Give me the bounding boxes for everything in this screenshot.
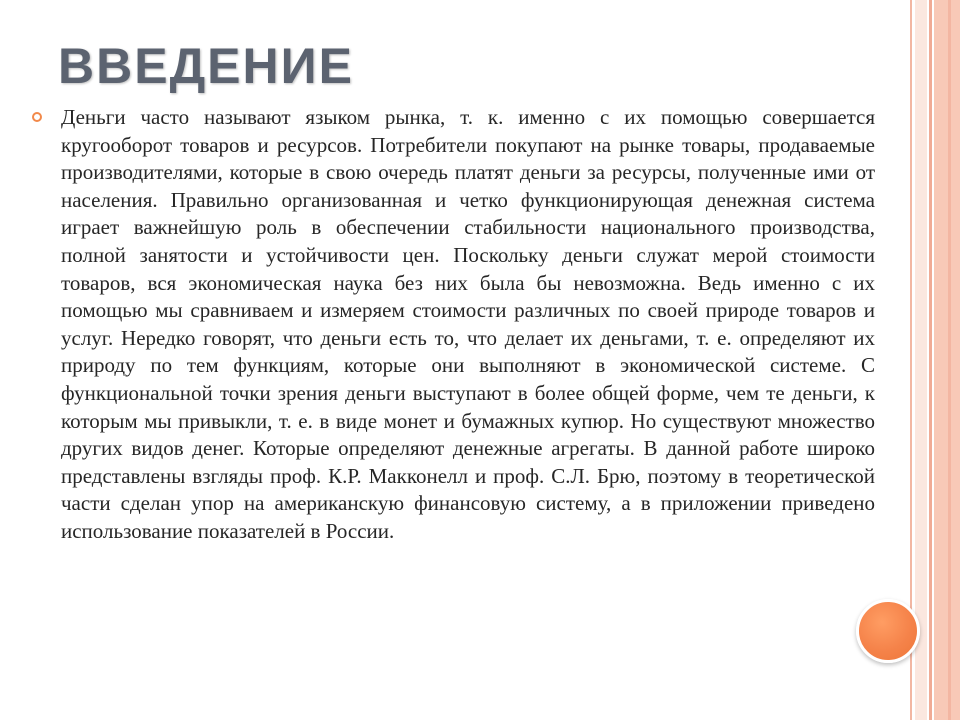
decor-stripe bbox=[934, 0, 960, 720]
slide-title: ВВЕДЕНИЕ bbox=[58, 38, 354, 94]
circle-bullet-icon bbox=[32, 112, 42, 122]
slide-content bbox=[30, 104, 875, 546]
decor-stripe bbox=[929, 0, 932, 720]
bullet-paragraph: Деньги часто называют языком рынка, т. к. именно с их помощью совершается кругооборот товаров и ресурсов. Потребители покупают на рынке товары, продаваемые производителями, которые в свою очередь платят деньги за ресурсы, полученные ими от населения. Правильно организованная и четко функционирующая денежная система играет важнейшую роль в обеспечении стабильности национального производства, полной занятости и устойчивости цен. Поскольку деньги служат мерой стоимости товаров, вся экономическая наука без них была бы невозможна. Ведь именно с их помощью мы сравниваем и измеряем стоимости различных по своей природе товаров и услуг. Нередко говорят, что деньги есть то, что делает их деньгами, т. е. определяют их природу по тем функциям, которые они выполняют в экономической системе. С функциональной точки зрения деньги выступают в более общей форме, чем те деньги, к которым мы привыкли, т. е. в виде монет и бумажных купюр. Но существуют множество других видов денег. Которые определяют денежные агрегаты. В данной работе широко представлены взгляды проф. К.Р. Макконелл и проф. С.Л. Брю, поэтому в теоретической части сделан упор на американскую финансовую систему, а в приложении приведено использование показателей в России. bbox=[61, 105, 875, 543]
orange-circle-icon bbox=[856, 599, 920, 663]
decor-stripe bbox=[948, 0, 951, 720]
decor-stripe bbox=[915, 0, 927, 720]
